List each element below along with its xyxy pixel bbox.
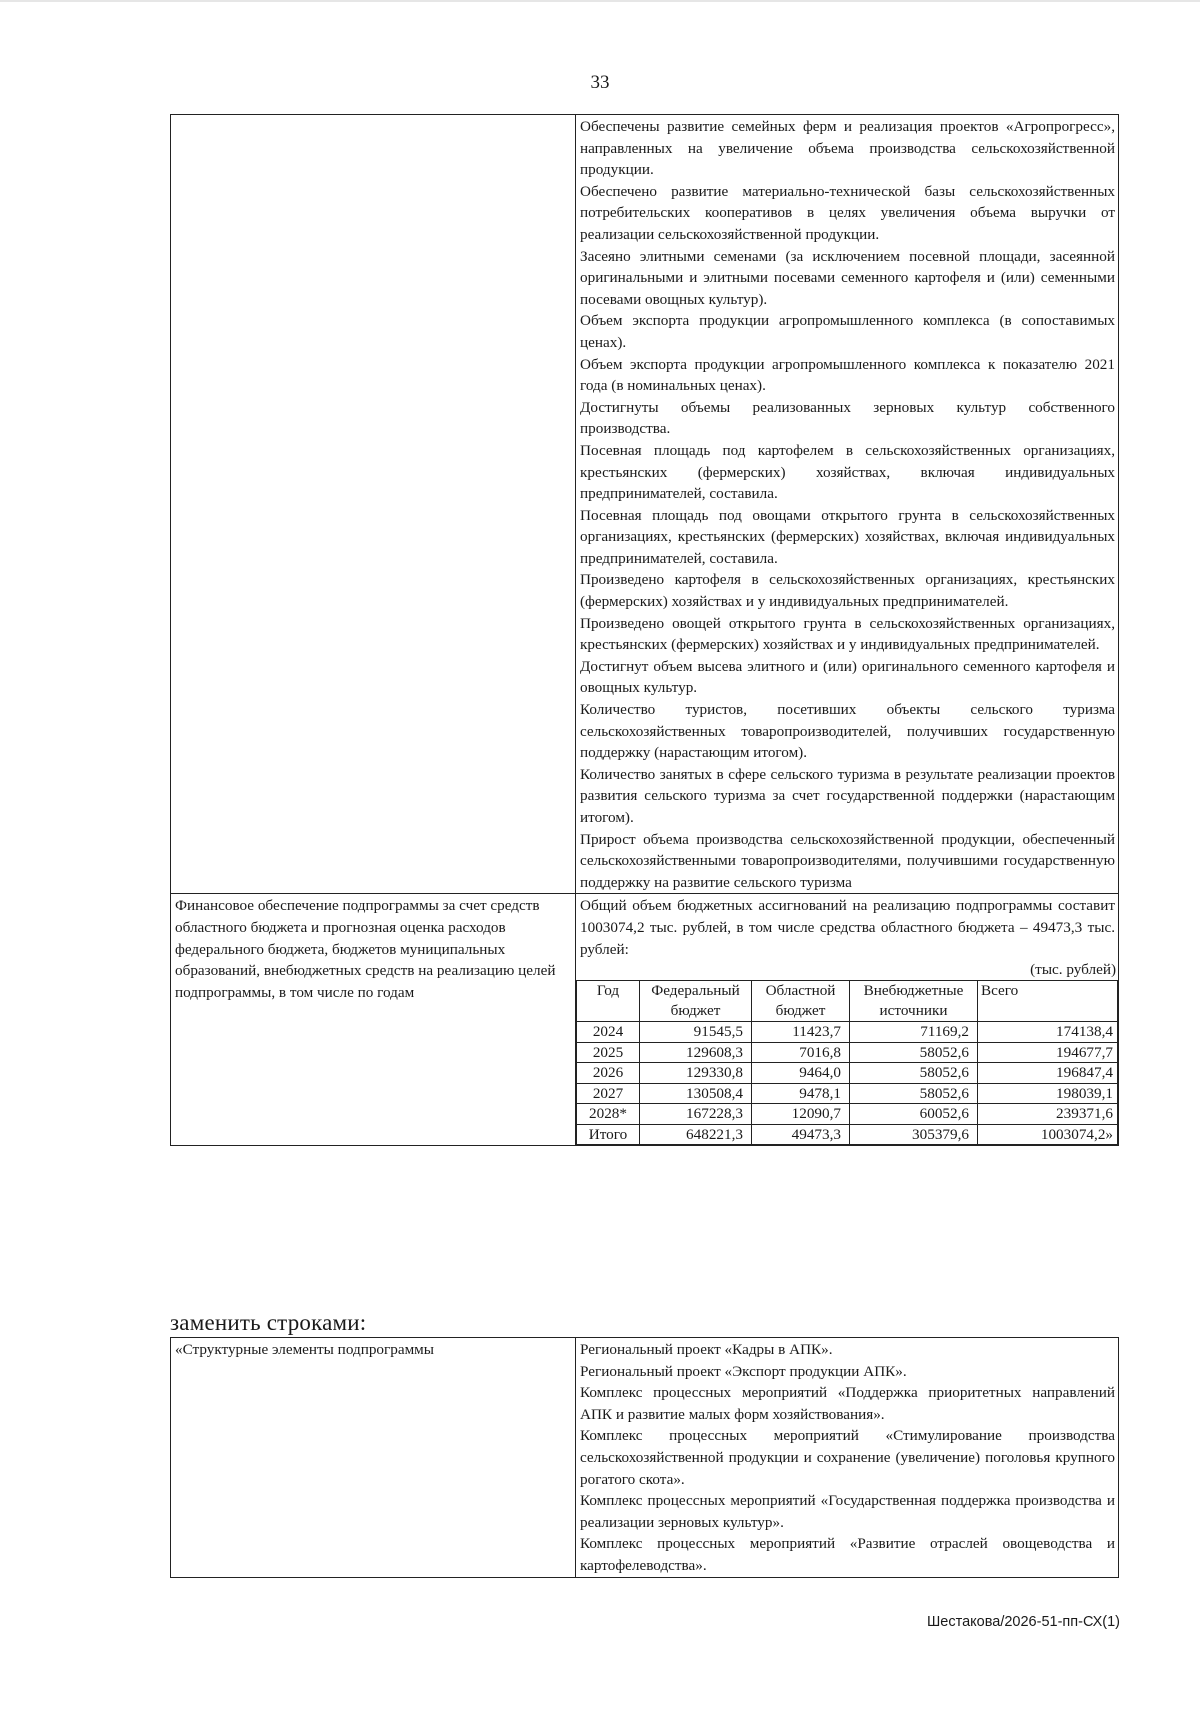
year-cell: 2026 — [577, 1063, 640, 1084]
total-cell: 198039,1 — [978, 1083, 1118, 1104]
result-item: Произведено картофеля в сельскохозяйственных организациях, крестьянских (фермерских) хозяйствах и у индивидуальных предпринимателей. — [580, 571, 1115, 611]
header-year: Год — [577, 981, 640, 1022]
result-item: Количество занятых в сфере сельского туризма в результате реализации проектов развития сельского туризма за счет государственной поддержки (нарастающим итогом). — [580, 765, 1115, 826]
result-item: Количество туристов, посетивших объекты сельского туризма сельскохозяйственных товаропроизводителей, получивших государственную поддержку (нарастающим итогом). — [580, 701, 1115, 762]
structural-label: «Структурные элементы подпрограммы — [175, 1341, 435, 1358]
federal-cell: 130508,4 — [640, 1083, 752, 1104]
header-extrabudget: Внебюджетные источники — [850, 981, 978, 1022]
federal-cell: 129608,3 — [640, 1042, 752, 1063]
extrabudget-cell: 58052,6 — [850, 1083, 978, 1104]
finance-cell — [576, 894, 1119, 1146]
result-item: Обеспечено развитие материально-технической базы сельскохозяйственных потребительских кооперативов в целях увеличения объема выручки от реализации сельскохозяйственной продукции. — [580, 182, 1115, 243]
replace-heading: заменить строками: — [170, 1310, 367, 1335]
total-cell: 194677,7 — [978, 1042, 1118, 1063]
year-cell: 2028* — [577, 1104, 640, 1125]
structural-elements-table — [170, 1337, 1119, 1578]
regional-cell: 9464,0 — [752, 1063, 850, 1084]
regional-cell: 7016,8 — [752, 1042, 850, 1063]
header-federal: Федеральный бюджет — [640, 981, 752, 1022]
structural-items-cell — [576, 1338, 1119, 1578]
table-row — [577, 1104, 1118, 1125]
structural-label-cell — [171, 1338, 576, 1578]
structural-row — [171, 1338, 1119, 1578]
year-cell: 2027 — [577, 1083, 640, 1104]
extrabudget-cell: 60052,6 — [850, 1104, 978, 1125]
result-item: Произведено овощей открытого грунта в сельскохозяйственных организациях, крестьянских (фермерских) хозяйствах и у индивидуальных предпринимателей. — [580, 614, 1115, 654]
top-border-line — [0, 0, 1200, 2]
total-cell: 196847,4 — [978, 1063, 1118, 1084]
federal-cell: 167228,3 — [640, 1104, 752, 1125]
table-row — [577, 1022, 1118, 1043]
finance-header-row — [577, 981, 1118, 1022]
total-cell: 1003074,2» — [978, 1124, 1118, 1145]
header-regional: Областной бюджет — [752, 981, 850, 1022]
year-cell: 2025 — [577, 1042, 640, 1063]
year-cell: 2024 — [577, 1022, 640, 1043]
federal-cell: 648221,3 — [640, 1124, 752, 1145]
total-cell: 174138,4 — [978, 1022, 1118, 1043]
list-item: Комплекс процессных мероприятий «Стимулирование производства сельскохозяйственной продукции и сохранение (увеличение) поголовья крупного рогатого скота». — [580, 1427, 1115, 1488]
result-item: Посевная площадь под картофелем в сельскохозяйственных организациях, крестьянских (фермерских) хозяйствах, включая индивидуальных предпринимателей, составила. — [580, 441, 1115, 503]
finance-table — [576, 980, 1118, 1145]
result-item: Объем экспорта продукции агропромышленного комплекса к показателю 2021 года (в номинальных ценах). — [580, 355, 1115, 395]
federal-cell: 129330,8 — [640, 1063, 752, 1084]
result-item: Достигнут объем высева элитного и (или) оригинального семенного картофеля и овощных культур. — [580, 657, 1115, 697]
list-item: Комплекс процессных мероприятий «Государственная поддержка производства и реализации зерновых культур». — [580, 1492, 1115, 1531]
regional-cell: 9478,1 — [752, 1083, 850, 1104]
result-item: Объем экспорта продукции агропромышленного комплекса (в сопоставимых ценах). — [580, 312, 1115, 351]
document-code: Шестакова/2026-51-пп-СХ(1) — [927, 1614, 1120, 1630]
header-total: Всего — [978, 981, 1118, 1022]
total-cell: 239371,6 — [978, 1104, 1118, 1125]
finance-label: Финансовое обеспечение подпрограммы за счет средств областного бюджета и прогнозная оценка расходов федерального бюджета, бюджетов муниципальных образований, внебюджетных средств на реализацию целей подпрограммы, в том числе по годам — [175, 897, 556, 1001]
results-row — [171, 115, 1119, 894]
result-item: Обеспечены развитие семейных ферм и реализация проектов «Агропрогресс», направленных на увеличение объема производства сельскохозяйственной продукции. — [580, 118, 1115, 179]
result-item: Достигнуты объемы реализованных зерновых культур собственного производства. — [580, 398, 1115, 438]
table-row — [577, 1083, 1118, 1104]
regional-cell: 12090,7 — [752, 1104, 850, 1125]
table-row-total — [577, 1124, 1118, 1145]
results-cell — [576, 115, 1119, 894]
table-row — [577, 1063, 1118, 1084]
extrabudget-cell: 58052,6 — [850, 1063, 978, 1084]
finance-label-cell — [171, 894, 576, 1146]
regional-cell: 11423,7 — [752, 1022, 850, 1043]
list-item: Региональный проект «Экспорт продукции АПК». — [580, 1362, 907, 1380]
passport-table — [170, 114, 1119, 1146]
federal-cell: 91545,5 — [640, 1022, 752, 1043]
extrabudget-cell: 305379,6 — [850, 1124, 978, 1145]
year-cell: Итого — [577, 1124, 640, 1145]
finance-row — [171, 894, 1119, 1146]
extrabudget-cell: 71169,2 — [850, 1022, 978, 1043]
result-item: Посевная площадь под овощами открытого грунта в сельскохозяйственных организациях, крестьянских (фермерских) хозяйствах, включая индивидуальных предпринимателей, составила. — [580, 506, 1115, 567]
regional-cell: 49473,3 — [752, 1124, 850, 1145]
table-row — [577, 1042, 1118, 1063]
finance-intro: Общий объем бюджетных ассигнований на реализацию подпрограммы составит 1003074,2 тыс. рублей, в том числе средства областного бюджета – 49473,3 тыс. рублей: — [580, 897, 1115, 958]
unit-label: (тыс. рублей) — [1030, 961, 1116, 979]
list-item: Комплекс процессных мероприятий «Развитие отраслей овощеводства и картофелеводства». — [580, 1535, 1115, 1574]
results-label-cell — [171, 115, 576, 894]
list-item: Региональный проект «Кадры в АПК». — [580, 1341, 833, 1358]
page-number: 33 — [590, 72, 610, 93]
extrabudget-cell: 58052,6 — [850, 1042, 978, 1063]
result-item: Прирост объема производства сельскохозяйственной продукции, обеспеченный сельскохозяйственными товаропроизводителями, получившими государственную поддержку на развитие сельского туризма — [580, 830, 1115, 891]
result-item: Засеяно элитными семенами (за исключением посевной площади, засеянной оригинальными и элитными посевами семенного картофеля и (или) семенными посевами овощных культур). — [580, 247, 1115, 308]
list-item: Комплекс процессных мероприятий «Поддержка приоритетных направлений АПК и развитие малых форм хозяйствования». — [580, 1384, 1115, 1423]
